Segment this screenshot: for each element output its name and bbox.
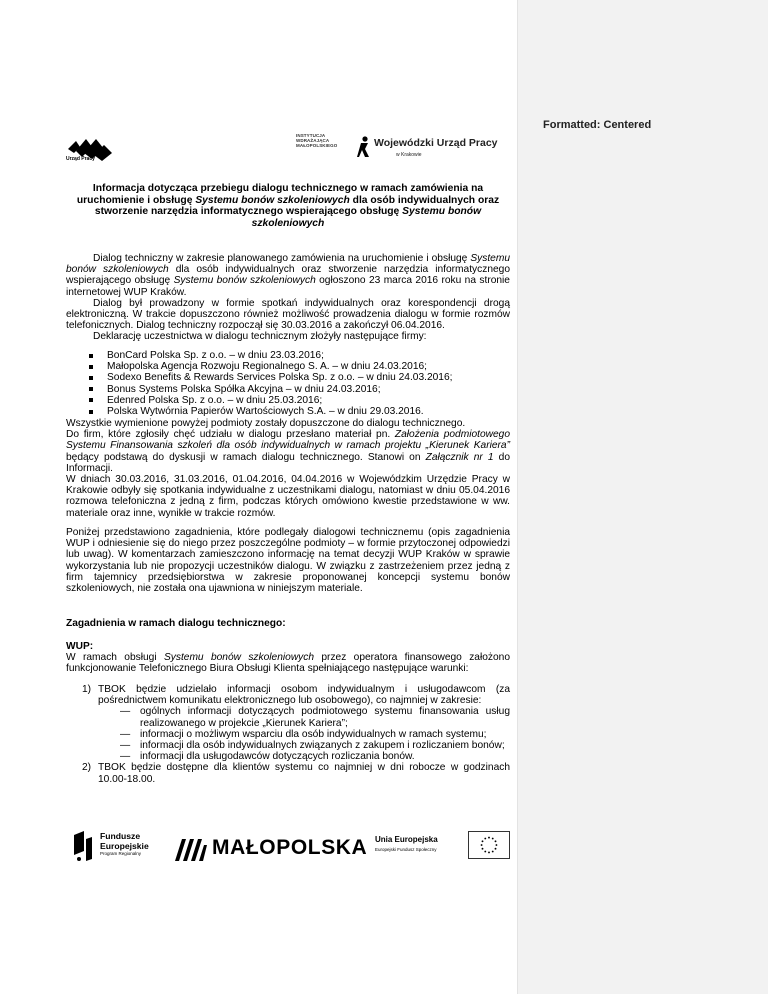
eu-flag-icon bbox=[468, 831, 510, 859]
malopolska-logo-text: MAŁOPOLSKA bbox=[212, 836, 368, 859]
list-item: Bonus Systems Polska Spółka Akcyjna – w dniu 24.03.2016; bbox=[66, 384, 510, 395]
wup-logo-subtitle: w Krakowie bbox=[396, 152, 422, 158]
list-item: Sodexo Benefits & Rewards Services Polska Sp. z o.o. – w dniu 24.03.2016; bbox=[66, 372, 510, 383]
firms-list bbox=[66, 350, 510, 417]
document-title: Informacja dotycząca przebiegu dialogu technicznego w ramach zamówienia na uruchomienie i obsługę Systemu bonów szkoleniowych dla osób indywidualnych oraz stworzenie narzędzia informatycznego wspierającego obsługę Systemu bonów szkoleniowych bbox=[76, 183, 500, 229]
intro-paragraph-3: Deklarację uczestnictwa w dialogu technicznym złożyły następujące firmy: bbox=[93, 331, 427, 343]
wup-logo-icon bbox=[356, 136, 372, 158]
section-heading: Zagadnienia w ramach dialogu technicznego: bbox=[66, 618, 286, 629]
unia-europejska-logo-subtitle: Europejski Fundusz Społeczny bbox=[375, 847, 437, 852]
body-paragraph: Wszystkie wymienione powyżej podmioty zostały dopuszczone do dialogu technicznego. bbox=[66, 418, 466, 429]
comments-pane bbox=[517, 0, 768, 994]
intro-section bbox=[66, 253, 510, 343]
body-paragraph: W dniach 30.03.2016, 31.03.2016, 01.04.2016, 04.04.2016 w Wojewódzkim Urzędzie Pracy w Krakowie odbyły się spotkania indywidualne z uczestnikami dialogu, natomiast w dniu 05.04.2016 rozmowa telefoniczna z jedną z firm, podczas których omówiono kwestie przedstawione w ww. materiale oraz inne, wynikłe w trakcie rozmów. bbox=[66, 474, 510, 519]
list-item: — informacji dla osób indywidualnych związanych z zakupem i rozliczaniem bonów; bbox=[98, 740, 510, 751]
list-item: — informacji o możliwym wsparciu dla osób indywidualnych w ramach systemu; bbox=[98, 729, 510, 740]
fundusze-europejskie-logo-icon bbox=[70, 829, 96, 863]
malopolska-logo-icon bbox=[174, 835, 208, 861]
wup-label: WUP: bbox=[66, 641, 94, 652]
comment-balloon[interactable]: Formatted: Centered bbox=[543, 119, 652, 131]
list-item: Edenred Polska Sp. z o.o. – w dniu 25.03.2016; bbox=[66, 395, 510, 406]
list-item: BonCard Polska Sp. z o.o. – w dniu 23.03.2016; bbox=[66, 350, 510, 361]
instytucja-wdrazajaca-logo: INSTYTUCJA WDRAŻAJĄCA MAŁOPOLSKIEGO bbox=[296, 133, 338, 148]
body-paragraph: Poniżej przedstawiono zagadnienia, które podlegały dialogowi technicznemu (opis zagadnienia WUP i odniesienie się do niego przez poszczególne podmioty – w formie przytoczonej odpowiedzi lub uwag). W komentarzach zamieszczono informację na temat decyzji WUP Kraków w sprawie wykorzystania lub nie propozycji uczestników dialogu. W związku z zastrzeżeniem przez jedną z firm tajemnicy przedsiębiorstwa w zakresie proponowanej koncepcji systemu bonów szkoleniowych, nie została ona ujawniona w niniejszym materiale. bbox=[66, 527, 510, 595]
body-paragraph: Do firm, które zgłosiły chęć udziału w dialogu przesłano materiał pn. Założenia podmiotowego Systemu Finansowania szkoleń dla osób indywidualnych w ramach projektu „Kierunek Kariera” będący podstawą do dyskusji w ramach dialogu technicznego. Stanowi on Załącznik nr 1 do Informacji. bbox=[66, 429, 510, 474]
unia-europejska-logo-text: Unia Europejska bbox=[375, 835, 438, 844]
wup-section bbox=[66, 641, 510, 675]
body-paragraph: W ramach obsługi Systemu bonów szkoleniowych przez operatora finansowego założono funkcjonowanie Telefonicznego Biura Obsługi Klienta spełniającego następujące warunki: bbox=[66, 652, 510, 675]
conditions-list bbox=[82, 684, 510, 785]
urzad-pracy-logo-text: Urząd Pracy bbox=[66, 156, 95, 162]
intro-paragraph-1: Dialog techniczny w zakresie planowanego zamówienia na uruchomienie i obsługę Systemu bonów szkoleniowych dla osób indywidualnych oraz stworzenie narzędzia informatycznego wspierającego obsługę Systemu bonów szkoleniowych ogłoszono 23 marca 2016 roku na stronie internetowej WUP Kraków. bbox=[66, 253, 510, 298]
list-item: 1) TBOK będzie udzielało informacji osobom indywidualnym i usługodawcom (za pośrednictwem komunikatu elektronicznego lub osobowego), co najmniej w zakresie: — ogólnych informacji dotyczących podmiotowego systemu finansowania usług realizowanego w projekcie „Kierunek Kariera”; — informacji o możliwym wsparciu dla osób indywidualnych w ramach systemu; — informacji dla osób indywidualnych związanych z zakupem i rozliczaniem bonów; — informacji dla usługodawców dotyczących rozliczania bonów. bbox=[82, 684, 510, 762]
list-item: Małopolska Agencja Rozwoju Regionalnego S. A. – w dniu 24.03.2016; bbox=[66, 361, 510, 372]
fundusze-europejskie-logo-text: Fundusze Europejskie bbox=[100, 831, 149, 851]
list-item: 2) TBOK będzie dostępne dla klientów systemu co najmniej w dni robocze w godzinach 10.00-18.00. bbox=[82, 762, 510, 785]
list-item: — ogólnych informacji dotyczących podmiotowego systemu finansowania usług realizowanego w projekcie „Kierunek Kariera”; bbox=[98, 706, 510, 728]
fundusze-europejskie-logo-subtitle: Program Regionalny bbox=[100, 851, 142, 856]
body-section-1 bbox=[66, 418, 510, 519]
body-section-2 bbox=[66, 527, 510, 594]
list-item: — informacji dla usługodawców dotyczących rozliczania bonów. bbox=[98, 751, 510, 762]
wup-logo-title: Wojewódzki Urząd Pracy bbox=[374, 137, 498, 149]
intro-paragraph-2: Dialog był prowadzony w formie spotkań indywidualnych oraz korespondencji drogą elektroniczną. W trakcie dopuszczono również możliwość prowadzenia dialogu w formie rozmów telefonicznych. Dialog techniczny rozpoczął się 30.03.2016 a zakończył 06.04.2016. bbox=[66, 297, 510, 332]
list-item: Polska Wytwórnia Papierów Wartościowych S.A. – w dniu 29.03.2016. bbox=[66, 406, 510, 417]
